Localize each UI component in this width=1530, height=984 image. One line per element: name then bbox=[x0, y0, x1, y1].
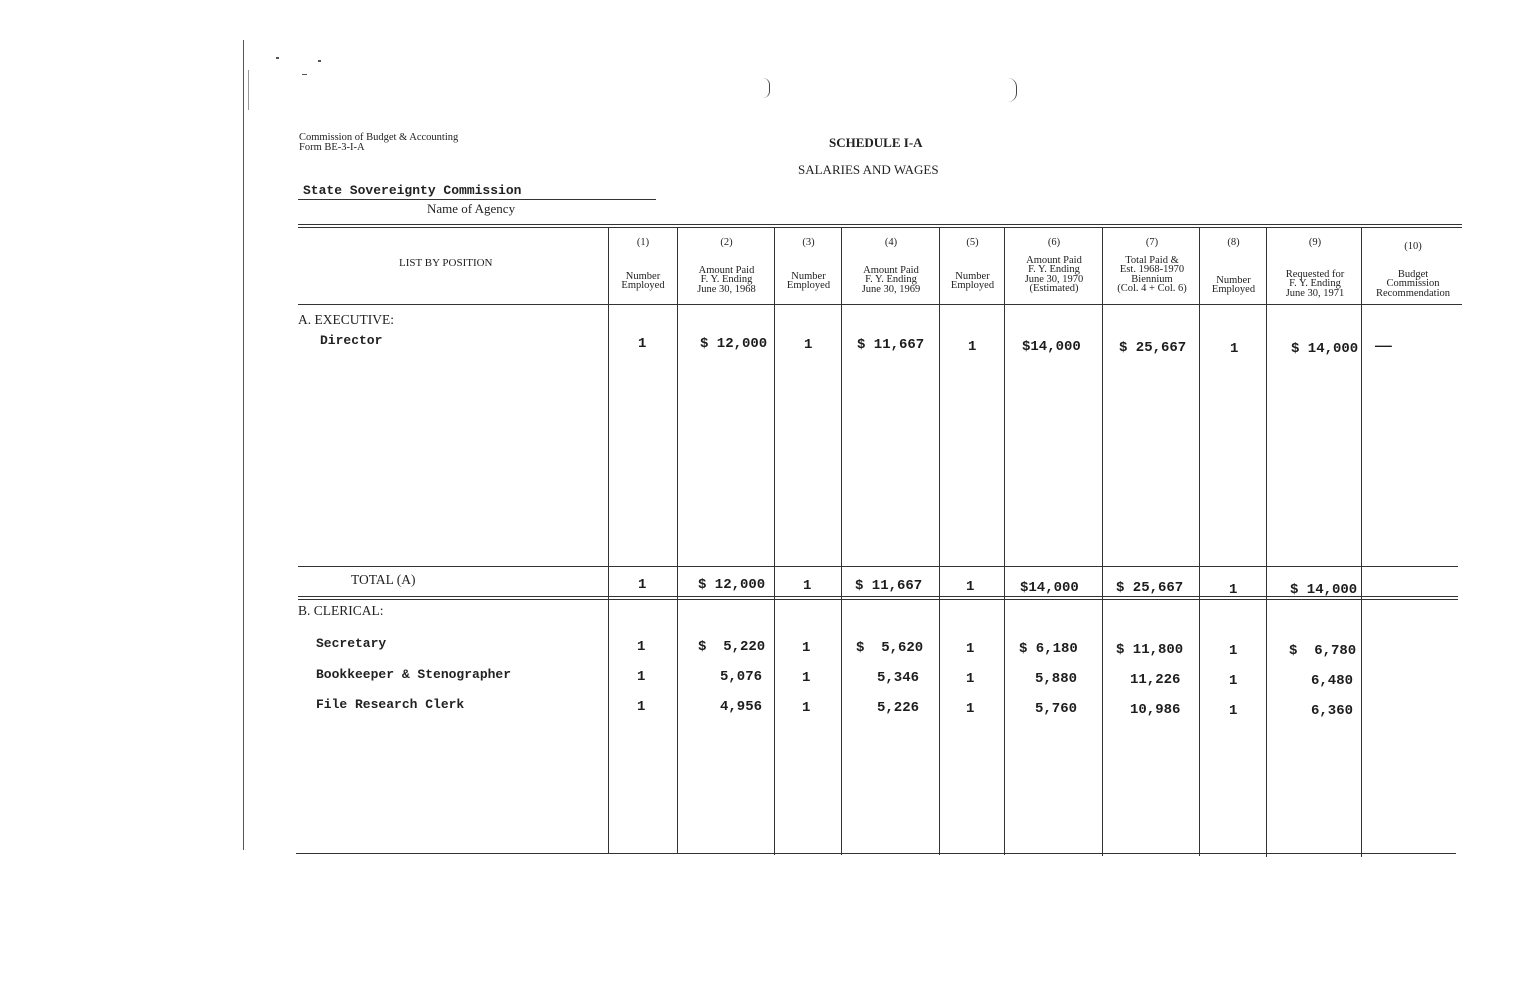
total-col8: 1 bbox=[1229, 582, 1238, 598]
position-label: File Research Clerk bbox=[316, 697, 465, 712]
column-divider bbox=[608, 227, 609, 854]
total-top-rule bbox=[298, 566, 1458, 567]
cell-col2: 5,076 bbox=[720, 669, 763, 685]
cell-col6: $14,000 bbox=[1022, 339, 1081, 355]
column-header-5: (5) Number Employed bbox=[950, 237, 995, 291]
column-divider bbox=[939, 227, 940, 855]
column-divider bbox=[1266, 227, 1267, 857]
table-top-rule bbox=[298, 224, 1462, 225]
header-bottom-rule bbox=[298, 304, 1462, 305]
form-number: Form BE-3-I-A bbox=[299, 142, 365, 153]
cell-col3: 1 bbox=[804, 337, 813, 353]
cell-col8: 1 bbox=[1229, 673, 1238, 689]
cell-col7: 10,986 bbox=[1130, 702, 1181, 718]
column-header-6: (6) Amount Paid F. Y. Ending June 30, 1970 (Estimated) bbox=[1024, 237, 1084, 294]
column-header-3: (3) Number Employed bbox=[786, 237, 831, 291]
cell-col5: 1 bbox=[966, 671, 975, 687]
position-label: Secretary bbox=[316, 636, 387, 651]
column-divider bbox=[841, 227, 842, 855]
agency-name: State Sovereignty Commission bbox=[303, 183, 522, 198]
table-top-rule bbox=[298, 227, 1462, 228]
cell-col1: 1 bbox=[637, 639, 646, 655]
position-label: Bookkeeper & Stenographer bbox=[316, 667, 512, 682]
cell-col1: 1 bbox=[637, 669, 646, 685]
total-col3: 1 bbox=[803, 578, 812, 594]
cell-col2: 4,956 bbox=[720, 699, 763, 715]
cell-col8: 1 bbox=[1229, 643, 1238, 659]
cell-col1: 1 bbox=[638, 336, 647, 352]
column-divider bbox=[1102, 227, 1103, 856]
cell-col1: 1 bbox=[637, 699, 646, 715]
total-bottom-rule bbox=[298, 599, 1458, 600]
cell-col6: $ 6,180 bbox=[1019, 641, 1078, 657]
cell-col3: 1 bbox=[802, 700, 811, 716]
cell-col3: 1 bbox=[802, 640, 811, 656]
total-col7: $ 25,667 bbox=[1116, 580, 1184, 596]
column-header-8: (8) Number Employed bbox=[1211, 237, 1256, 295]
column-divider bbox=[1199, 227, 1200, 856]
column-header-7: (7) Total Paid & Est. 1968-1970 Biennium (Col. 4 + Col. 6) bbox=[1117, 237, 1187, 294]
total-col6: $14,000 bbox=[1020, 580, 1079, 596]
column-divider bbox=[677, 227, 678, 854]
column-divider bbox=[774, 227, 775, 855]
scan-speck bbox=[318, 60, 321, 62]
cell-col9: $ 14,000 bbox=[1291, 341, 1359, 357]
column-header-10: (10) Budget Commission Recommendation bbox=[1375, 241, 1451, 299]
total-col4: $ 11,667 bbox=[855, 578, 923, 594]
column-header-4: (4) Amount Paid F. Y. Ending June 30, 1969 bbox=[861, 237, 921, 295]
section-heading-clerical: B. CLERICAL: bbox=[298, 603, 384, 618]
scan-speck bbox=[276, 57, 279, 59]
cell-col3: 1 bbox=[802, 670, 811, 686]
column-header-1: (1) Number Employed bbox=[621, 237, 665, 291]
punch-hole-mark bbox=[1008, 78, 1017, 102]
cell-col8: 1 bbox=[1229, 703, 1238, 719]
list-by-position-header: LIST BY POSITION bbox=[399, 257, 493, 269]
cell-col5: 1 bbox=[966, 641, 975, 657]
cell-col4: 5,346 bbox=[877, 670, 920, 686]
cell-col10: —— bbox=[1375, 339, 1392, 355]
cell-col7: $ 11,800 bbox=[1116, 642, 1184, 658]
cell-col2: $ 12,000 bbox=[700, 336, 768, 352]
commission-name: Commission of Budget & Accounting bbox=[299, 132, 459, 143]
section-heading-executive: A. EXECUTIVE: bbox=[298, 312, 394, 327]
cell-col7: 11,226 bbox=[1130, 672, 1181, 688]
total-col2: $ 12,000 bbox=[698, 577, 766, 593]
total-bottom-rule bbox=[298, 596, 1458, 597]
cell-col7: $ 25,667 bbox=[1119, 340, 1187, 356]
column-divider bbox=[1361, 227, 1362, 857]
cell-col2: $ 5,220 bbox=[698, 639, 766, 655]
column-divider bbox=[1004, 227, 1005, 855]
cell-col9: $ 6,780 bbox=[1289, 643, 1357, 659]
cell-col8: 1 bbox=[1230, 341, 1239, 357]
cell-col5: 1 bbox=[966, 701, 975, 717]
punch-hole-mark bbox=[763, 78, 770, 98]
cell-col5: 1 bbox=[968, 339, 977, 355]
agency-underline bbox=[298, 199, 656, 200]
total-label: TOTAL (A) bbox=[351, 572, 416, 587]
column-header-9: (9) Requested for F. Y. Ending June 30, 1971 bbox=[1285, 237, 1345, 299]
page-edge-line-inner bbox=[248, 70, 249, 110]
scan-speck bbox=[302, 74, 307, 75]
cell-col9: 6,360 bbox=[1311, 703, 1354, 719]
page-edge-line bbox=[243, 40, 244, 850]
total-col5: 1 bbox=[966, 579, 975, 595]
cell-col4: $ 11,667 bbox=[857, 337, 925, 353]
agency-label: Name of Agency bbox=[427, 201, 516, 216]
position-label: Director bbox=[320, 333, 383, 348]
cell-col4: 5,226 bbox=[877, 700, 920, 716]
cell-col9: 6,480 bbox=[1311, 673, 1354, 689]
cell-col4: $ 5,620 bbox=[856, 640, 924, 656]
total-col9: $ 14,000 bbox=[1290, 582, 1358, 598]
total-col1: 1 bbox=[638, 577, 647, 593]
cell-col6: 5,880 bbox=[1035, 671, 1078, 687]
schedule-title: SCHEDULE I-A bbox=[829, 135, 923, 150]
column-header-2: (2) Amount Paid F. Y. Ending June 30, 1968 bbox=[697, 237, 756, 295]
table-bottom-rule bbox=[296, 853, 1456, 854]
cell-col6: 5,760 bbox=[1035, 701, 1078, 717]
schedule-subtitle: SALARIES AND WAGES bbox=[798, 162, 939, 177]
